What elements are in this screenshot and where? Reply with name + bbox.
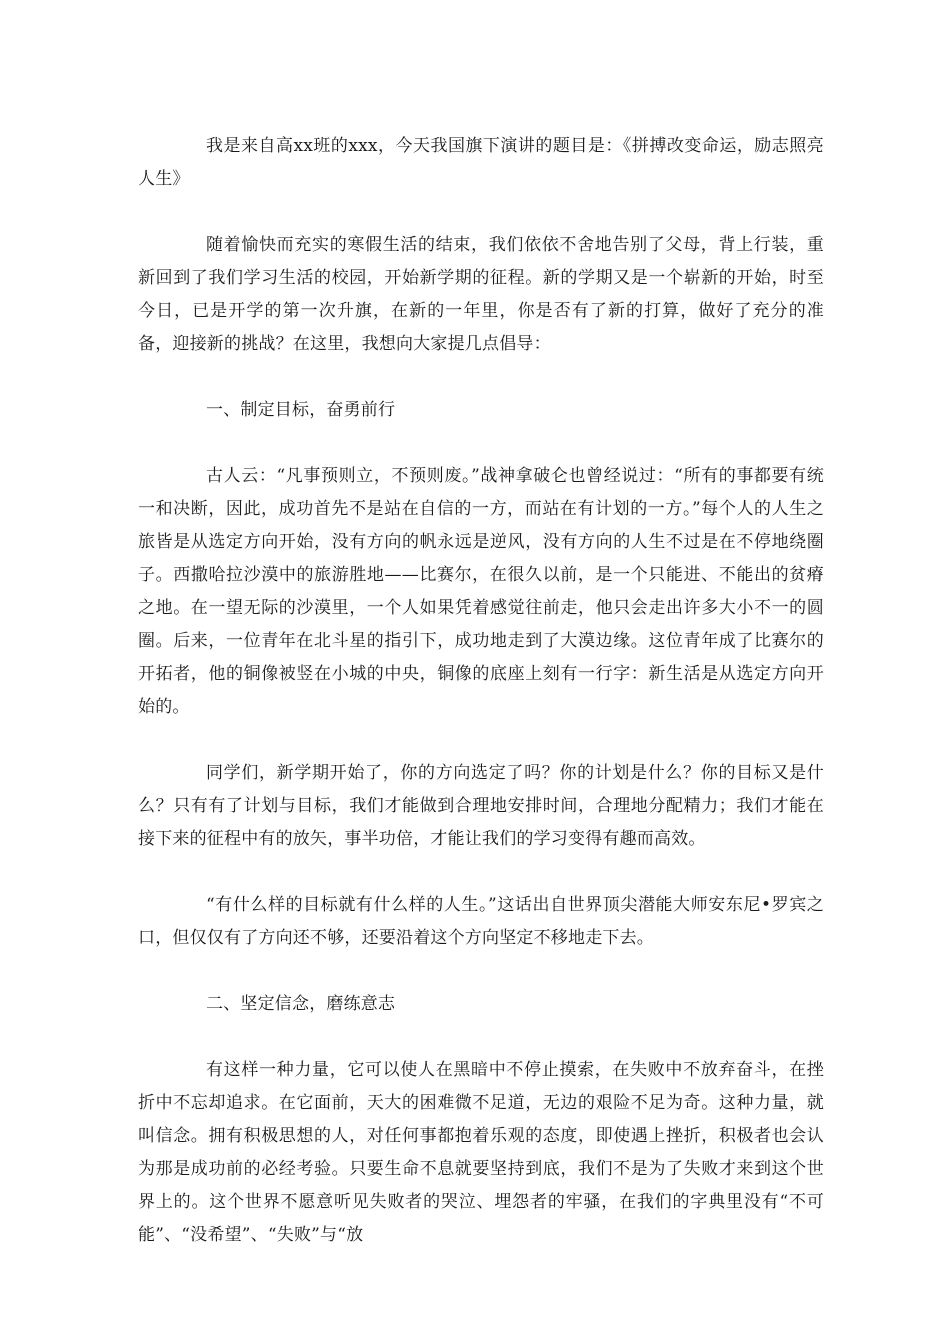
opening-paragraph: 随着愉快而充实的寒假生活的结束，我们依依不舍地告别了父母，背上行装，重新回到了我们学习生活的校园，开始新学期的征程。新的学期又是一个崭新的开始，时至今日，已是开学的第一次升旗，在新的一年里，你是否有了新的打算，做好了充分的准备，迎接新的挑战？在这里，我想向大家提几点倡导： — [138, 235, 824, 354]
section-heading-2: 二、坚定信念，磨练意志 — [206, 994, 396, 1014]
intro-paragraph: 我是来自高xx班的xxx，今天我国旗下演讲的题目是：《拼搏改变命运，励志照亮人生》 — [138, 136, 824, 189]
document-body — [138, 130, 824, 1285]
body-paragraph: 有这样一种力量，它可以使人在黑暗中不停止摸索，在失败中不放弃奋斗，在挫折中不忘却追求。在它面前，天大的困难微不足道，无边的艰险不足为奇。这种力量，就叫信念。拥有积极思想的人，对任何事都抱着乐观的态度，即使遇上挫折，积极者也会认为那是成功前的必经考验。只要生命不息就要坚持到底，我们不是为了失败才来到这个世界上的。这个世界不愿意听见失败者的哭泣、埋怨者的牢骚，在我们的字典里没有“不可能”、“没希望”、“失败”与“放 — [138, 1060, 824, 1245]
body-paragraph: 古人云：“凡事预则立，不预则废。”战神拿破仑也曾经说过：“所有的事都要有统一和决断，因此，成功首先不是站在自信的一方，而站在有计划的一方。”每个人的人生之旅皆是从选定方向开始，没有方向的帆永远是逆风，没有方向的人生不过是在不停地绕圈子。西撒哈拉沙漠中的旅游胜地——比赛尔，在很久以前，是一个只能进、不能出的贫瘠之地。在一望无际的沙漠里，一个人如果凭着感觉往前走，他只会走出许多大小不一的圆圈。后来，一位青年在北斗星的指引下，成功地走到了大漠边缘。这位青年成了比赛尔的开拓者，他的铜像被竖在小城的中央，铜像的底座上刻有一行字：新生活是从选定方向开始的。 — [138, 466, 824, 717]
section-heading-1: 一、制定目标，奋勇前行 — [206, 400, 396, 420]
body-paragraph: 同学们，新学期开始了，你的方向选定了吗？你的计划是什么？你的目标又是什么？只有有了计划与目标，我们才能做到合理地安排时间，合理地分配精力；我们才能在接下来的征程中有的放矢，事半功倍，才能让我们的学习变得有趣而高效。 — [138, 763, 824, 849]
quote-paragraph: “有什么样的目标就有什么样的人生。”这话出自世界顶尖潜能大师安东尼•罗宾之口，但仅仅有了方向还不够，还要沿着这个方向坚定不移地走下去。 — [138, 895, 824, 948]
